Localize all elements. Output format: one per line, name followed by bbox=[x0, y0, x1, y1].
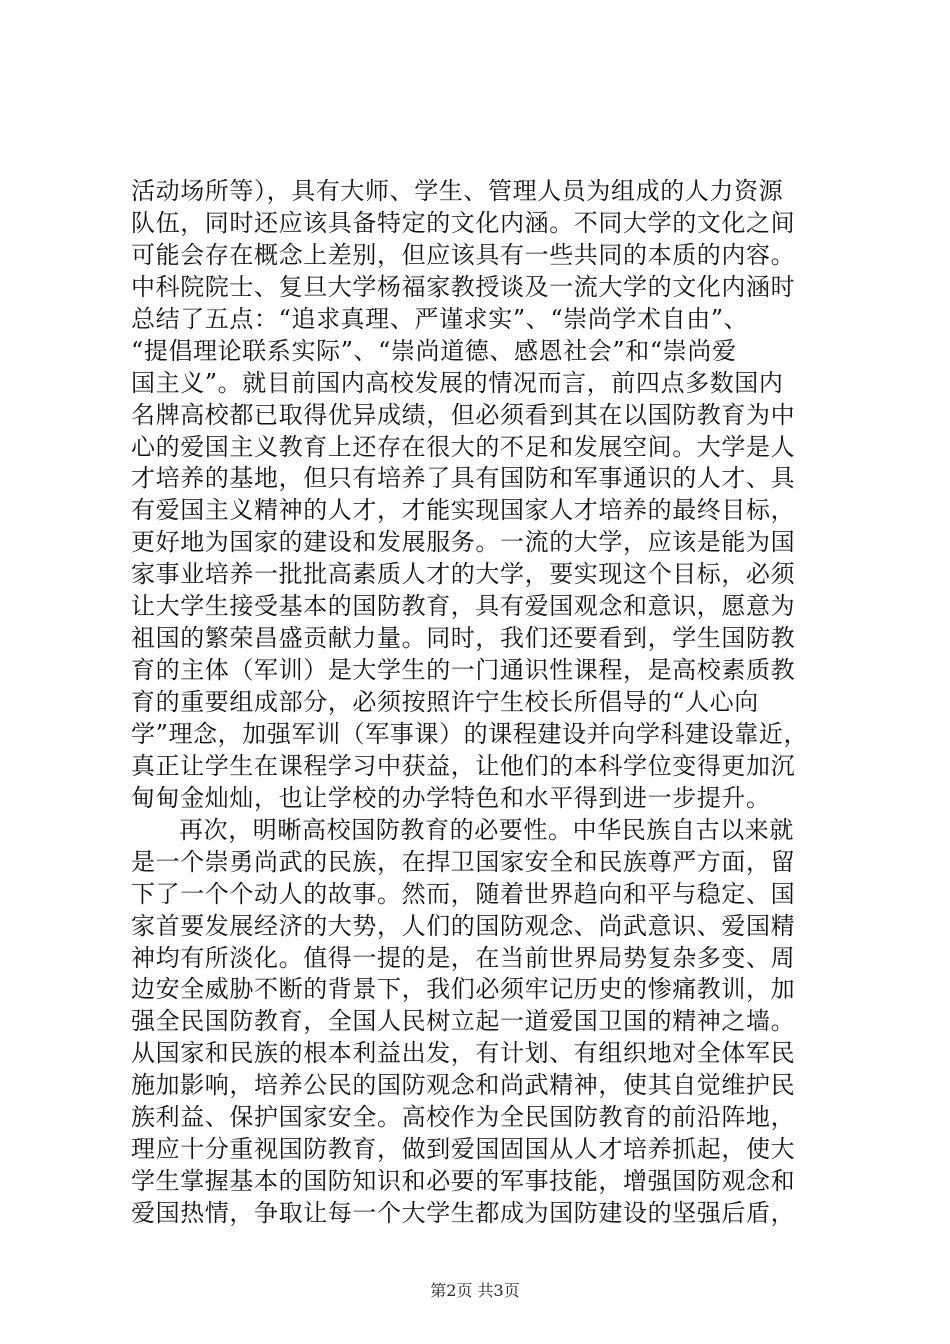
paragraph-first-line: 再次，明晰高校国防教育的必要性。中华民族自古以来就 bbox=[179, 815, 794, 844]
text-line: 施加影响，培养公民的国防观念和尚武精神，使其自觉维护民 bbox=[131, 1071, 796, 1100]
text-line: 下了一个个动人的故事。然而，随着世界趋向和平与稳定、国 bbox=[131, 879, 796, 908]
text-line: 可能会存在概念上差别，但应该具有一些共同的本质的内容。 bbox=[131, 240, 796, 269]
text-line: 理应十分重视国防教育，做到爱国固国从人才培养抓起，使大 bbox=[131, 1135, 796, 1164]
document-body bbox=[131, 176, 831, 1230]
text-line: 学生掌握基本的国防知识和必要的军事技能，增强国防观念和 bbox=[131, 1167, 796, 1196]
text-line: 活动场所等），具有大师、学生、管理人员为组成的人力资源 bbox=[131, 177, 784, 205]
text-line: 边安全威胁不断的背景下，我们必须牢记历史的惨痛教训，加 bbox=[131, 975, 796, 1004]
text-line: 爱国热情，争取让每一个大学生都成为国防建设的坚强后盾， bbox=[131, 1199, 796, 1227]
text-line: 心的爱国主义教育上还存在很大的不足和发展空间。大学是人 bbox=[131, 432, 796, 461]
text-line: 真正让学生在课程学习中获益，让他们的本科学位变得更加沉 bbox=[131, 751, 796, 780]
text-line: 家事业培养一批批高素质人才的大学，要实现这个目标，必须 bbox=[131, 560, 796, 589]
text-line: 族利益、保护国家安全。高校作为全民国防教育的前沿阵地， bbox=[131, 1103, 796, 1132]
text-line: 队伍，同时还应该具备特定的文化内涵。不同大学的文化之间 bbox=[131, 208, 796, 237]
text-line: 是一个崇勇尚武的民族，在捍卫国家安全和民族尊严方面，留 bbox=[131, 847, 796, 876]
text-line: 祖国的繁荣昌盛贡献力量。同时，我们还要看到，学生国防教 bbox=[131, 624, 796, 653]
text-line: 神均有所淡化。值得一提的是，在当前世界局势复杂多变、周 bbox=[131, 943, 796, 972]
text-line: 甸甸金灿灿，也让学校的办学特色和水平得到进一步提升。 bbox=[131, 783, 771, 812]
text-line: 育的主体（军训）是大学生的一门通识性课程，是高校素质教 bbox=[131, 656, 796, 685]
text-line: 名牌高校都已取得优异成绩，但必须看到其在以国防教育为中 bbox=[131, 400, 796, 429]
text-line: “提倡理论联系实际”、“崇尚道德、感恩社会”和“崇尚爱 bbox=[131, 336, 737, 365]
text-line: 从国家和民族的根本利益出发，有计划、有组织地对全体军民 bbox=[131, 1039, 796, 1068]
text-line: 总结了五点：“追求真理、严谨求实”、“崇尚学术自由”、 bbox=[131, 304, 749, 333]
text-line: 家首要发展经济的大势，人们的国防观念、尚武意识、爱国精 bbox=[131, 911, 796, 940]
text-line: 中科院院士、复旦大学杨福家教授谈及一流大学的文化内涵时 bbox=[131, 272, 796, 301]
text-line: 更好地为国家的建设和发展服务。一流的大学，应该是能为国 bbox=[131, 528, 796, 557]
text-line: 才培养的基地，但只有培养了具有国防和军事通识的人才、具 bbox=[131, 464, 796, 493]
text-line: 国主义”。就目前国内高校发展的情况而言，前四点多数国内 bbox=[131, 368, 784, 397]
text-line: 学”理念，加强军训（军事课）的课程建设并向学科建设靠近， bbox=[131, 719, 809, 748]
text-line: 让大学生接受基本的国防教育，具有爱国观念和意识，愿意为 bbox=[131, 592, 796, 621]
text-line: 有爱国主义精神的人才，才能实现国家人才培养的最终目标， bbox=[131, 496, 796, 525]
page-footer: 第2页 共3页 bbox=[430, 1281, 520, 1300]
text-line: 强全民国防教育，全国人民树立起一道爱国卫国的精神之墙。 bbox=[131, 1007, 796, 1036]
text-line: 育的重要组成部分，必须按照许宁生校长所倡导的“人心向 bbox=[131, 688, 759, 716]
